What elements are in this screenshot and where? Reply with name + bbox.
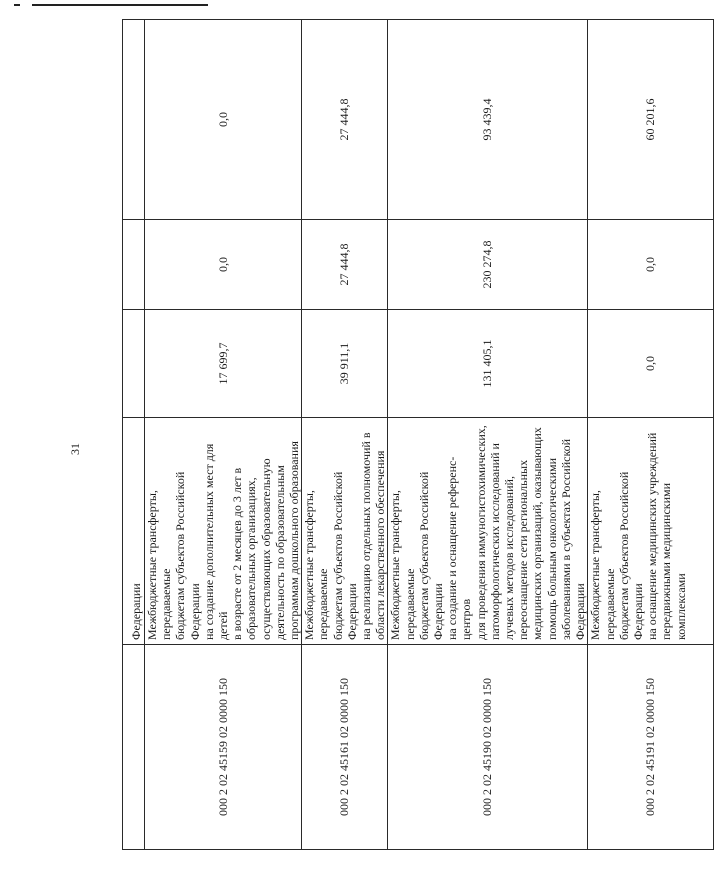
header-value1-cell xyxy=(123,310,145,418)
amount-value-2: 27 444,8 xyxy=(302,220,388,310)
amount-value-2: 0,0 xyxy=(588,220,714,310)
page-number: 31 xyxy=(68,443,82,455)
header-fragment-text: Федерации xyxy=(128,583,143,640)
description-line: бюджетам субъектов Российской Федерации xyxy=(616,471,645,640)
description-line: образовательных организациях, xyxy=(244,477,259,640)
budget-table xyxy=(122,19,714,850)
amount-value-2: 0,0 xyxy=(145,220,302,310)
amount-value-1: 39 911,1 xyxy=(302,310,388,418)
description-line: для проведения иммуногистохимических, xyxy=(473,425,488,640)
description-line: деятельность по образовательным xyxy=(272,465,287,640)
description-line: на реализацию отдельных полномочий в xyxy=(359,432,374,640)
description-line: Федерации xyxy=(573,583,588,640)
description-line: на оснащение медицинских учреждений xyxy=(645,432,660,640)
description-line: бюджетам субъектов Российской Федерации xyxy=(173,471,202,640)
header-value3-cell xyxy=(123,20,145,220)
description-line: в возрасте от 2 месяцев до 3 лет в xyxy=(230,467,245,640)
description-line: патоморфологических исследований и xyxy=(487,443,502,640)
amount-value-3: 0,0 xyxy=(145,20,302,220)
description-line: Межбюджетные трансферты, передаваемые xyxy=(588,490,617,640)
transfer-description xyxy=(388,418,588,645)
amount-value-3: 60 201,6 xyxy=(588,20,714,220)
table-row xyxy=(588,20,714,850)
description-line: на создание и оснащение референс-центров xyxy=(445,456,474,640)
header-name-cell xyxy=(123,418,145,645)
table-row xyxy=(145,20,302,850)
description-line: бюджетам субъектов Российской Федерации xyxy=(416,471,446,640)
description-line: осуществляющих образовательную xyxy=(258,458,273,640)
description-line: программам дошкольного образования xyxy=(287,441,302,640)
description-line: Межбюджетные трансферты, передаваемые xyxy=(302,490,331,640)
transfer-description xyxy=(588,418,714,645)
budget-code: 000 2 02 45190 02 0000 150 xyxy=(388,645,588,850)
description-line: бюджетам субъектов Российской Федерации xyxy=(330,471,359,640)
description-line: на создание дополнительных мест для детей xyxy=(201,443,231,640)
description-line: переоснащение сети региональных xyxy=(516,459,531,640)
description-line: заболеваниями в субъектах Российской xyxy=(558,438,573,640)
amount-value-3: 27 444,8 xyxy=(302,20,388,220)
amount-value-1: 17 699,7 xyxy=(145,310,302,418)
description-line: передвижными медицинскими комплексами xyxy=(659,482,688,640)
budget-code: 000 2 02 45191 02 0000 150 xyxy=(588,645,714,850)
table-row xyxy=(388,20,588,850)
description-line: медицинских организаций, оказывающих xyxy=(530,427,545,640)
transfer-description xyxy=(145,418,302,645)
description-line: области лекарственного обеспечения xyxy=(373,450,388,640)
header-value2-cell xyxy=(123,220,145,310)
table-row xyxy=(302,20,388,850)
description-line: Межбюджетные трансферты, передаваемые xyxy=(388,490,417,640)
budget-code: 000 2 02 45159 02 0000 150 xyxy=(145,645,302,850)
transfer-description xyxy=(302,418,388,645)
description-line: лучевых методов исследований, xyxy=(502,476,517,640)
description-line: Межбюджетные трансферты, передаваемые xyxy=(145,490,174,640)
amount-value-2: 230 274,8 xyxy=(388,220,588,310)
description-line: помощь больным онкологическими xyxy=(544,457,559,640)
budget-code: 000 2 02 45161 02 0000 150 xyxy=(302,645,388,850)
amount-value-3: 93 439,4 xyxy=(388,20,588,220)
header-code-cell xyxy=(123,645,145,850)
amount-value-1: 0,0 xyxy=(588,310,714,418)
amount-value-1: 131 405,1 xyxy=(388,310,588,418)
table-row-header-fragment xyxy=(123,20,145,850)
